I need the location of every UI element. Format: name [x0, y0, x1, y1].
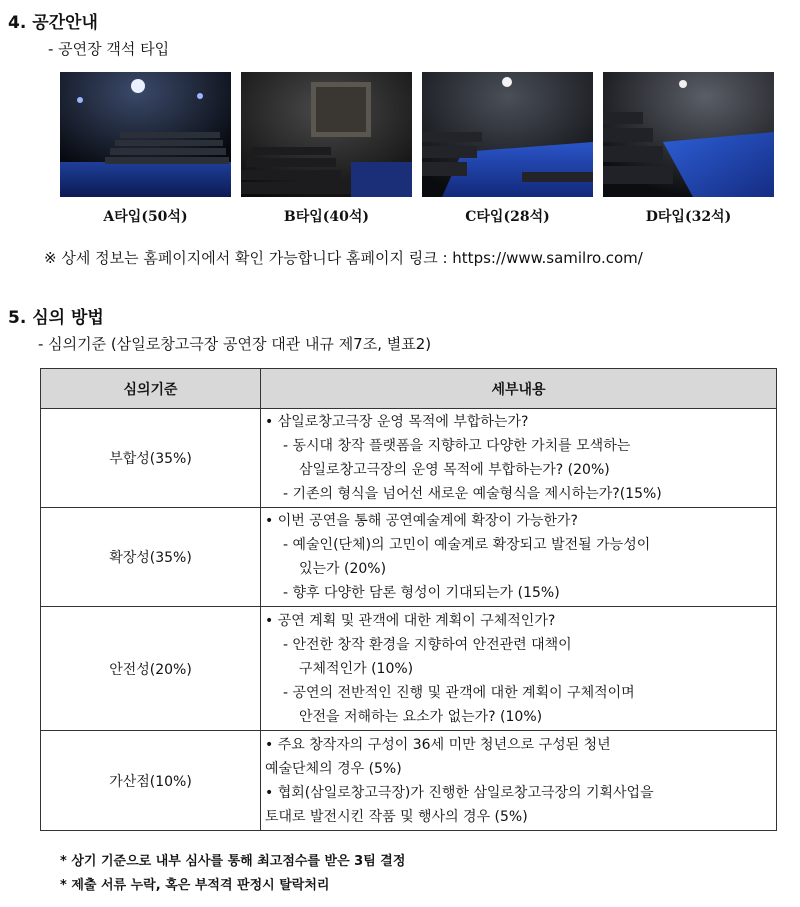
detail-line: - 향후 다양한 담론 형성이 기대되는가 (15%) — [283, 585, 560, 601]
details-cell — [261, 409, 777, 508]
criterion-cell: 부합성(35%) — [41, 409, 261, 508]
detail-line: 구체적인가 (10%) — [299, 660, 414, 677]
detail-line: 안전을 저해하는 요소가 없는가? (10%) — [299, 708, 543, 725]
seat-type-a-photo — [60, 72, 231, 197]
detail-line: - 공연의 전반적인 진행 및 관객에 대한 계획이 구체적이며 — [283, 684, 635, 701]
detail-line: • 삼일로창고극장 운영 목적에 부합하는가? — [265, 414, 529, 430]
table-row — [41, 409, 777, 508]
criterion-cell: 확장성(35%) — [41, 508, 261, 607]
table-row — [41, 607, 777, 731]
detail-line: • 이번 공연을 통해 공연예술계에 확장이 가능한가? — [265, 513, 578, 529]
detail-line: - 안전한 창작 환경을 지향하여 안전관련 대책이 — [283, 636, 572, 653]
detail-line: 예술단체의 경우 (5%) — [265, 760, 402, 777]
section5-subtitle: - 심의기준 (삼일로창고극장 공연장 대관 내규 제7조, 별표2) — [38, 335, 432, 353]
seat-type-gallery — [60, 72, 775, 225]
footnote-1: * 상기 기준으로 내부 심사를 통해 최고점수를 받은 3팀 결정 — [60, 854, 406, 869]
detail-line: 삼일로창고극장의 운영 목적에 부합하는가? (20%) — [299, 462, 610, 478]
seat-type-c-label: C타입(28석) — [465, 209, 550, 225]
detail-line: - 기존의 형식을 넘어선 새로운 예술형식을 제시하는가?(15%) — [283, 486, 662, 502]
details-cell — [261, 508, 777, 607]
footnote-2: * 제출 서류 누락, 혹은 부적격 판정시 탈락처리 — [60, 878, 330, 893]
detail-line: • 주요 창작자의 구성이 36세 미만 청년으로 구성된 청년 — [265, 736, 611, 753]
header-criterion: 심의기준 — [41, 369, 261, 409]
criterion-cell: 가산점(10%) — [41, 731, 261, 831]
header-details: 세부내용 — [261, 369, 777, 409]
table-row — [41, 731, 777, 831]
seat-type-d-label: D타입(32석) — [645, 209, 732, 225]
seat-type-c-photo — [422, 72, 593, 197]
seat-type-b-label: B타입(40석) — [283, 209, 370, 225]
seat-type-d-photo — [603, 72, 774, 197]
detail-line: • 공연 계획 및 관객에 대한 계획이 구체적인가? — [265, 612, 556, 629]
seat-type-b-photo — [241, 72, 412, 197]
criterion-cell: 안전성(20%) — [41, 607, 261, 731]
details-cell — [261, 731, 777, 831]
detail-line: • 협회(삼일로창고극장)가 진행한 삼일로창고극장의 기획사업을 — [265, 784, 654, 801]
detail-line: 토대로 발전시킨 작품 및 행사의 경우 (5%) — [265, 808, 528, 825]
detail-line: - 동시대 창작 플랫폼을 지향하고 다양한 가치를 모색하는 — [283, 438, 631, 454]
table-row — [41, 508, 777, 607]
detail-line: 있는가 (20%) — [299, 561, 387, 577]
detail-line: - 예술인(단체)의 고민이 예술계로 확장되고 발전될 가능성이 — [283, 537, 651, 553]
review-criteria-table — [40, 368, 777, 831]
details-cell — [261, 607, 777, 731]
homepage-note: ※ 상세 정보는 홈페이지에서 확인 가능합니다 홈페이지 링크 : https://www.samilro.com/ — [44, 249, 643, 267]
section4-title: 4. 공간안내 — [8, 13, 98, 33]
section5-title: 5. 심의 방법 — [8, 308, 104, 328]
section4-subtitle: - 공연장 객석 타입 — [48, 40, 170, 58]
seat-type-a-label: A타입(50석) — [103, 209, 188, 225]
table-header-row — [41, 369, 777, 409]
